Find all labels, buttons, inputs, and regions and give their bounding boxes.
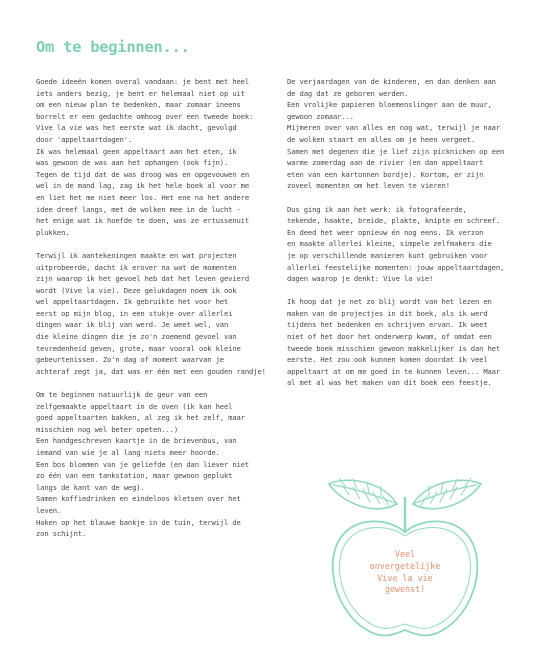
- apple-message-line: gewenst!: [384, 584, 426, 595]
- text-line: Terwijl ik aantekeningen maakte en wat projecten: [36, 250, 237, 260]
- paragraph: [36, 389, 270, 540]
- text-line: iets anders bezig, je bent er helemaal niet op uit: [36, 88, 245, 98]
- text-line: iemand van wie je al lang niets meer hoorde.: [36, 448, 220, 457]
- left-text-column: [36, 76, 270, 551]
- text-line: dingen waar ik blij van werd. Je weet wel, van: [36, 320, 229, 330]
- text-line: eerste. Het zou ook kunnen komen doordat ik veel: [287, 355, 488, 365]
- text-line: allerlei feestelijke momenten: jouw appeltaartdagen,: [287, 262, 505, 272]
- text-line: maken van de projectjes in dit boek, als ik werd: [287, 308, 488, 318]
- text-line: het enige wat ik hoefde te doen, was ze ertussenuit: [36, 216, 250, 226]
- right-text-column: [287, 76, 519, 401]
- text-line: zoveel momenten om het leven te vieren!: [287, 181, 450, 191]
- text-line: Vive la vie was het eerste wat ik dacht, gevolgd: [36, 123, 237, 133]
- text-line: De verjaardagen van de kinderen, en dan denken aan: [287, 77, 496, 86]
- text-line: Samen koffiedrinken en eindeloos kletsen over het: [36, 494, 241, 504]
- text-line: warme zomerdag aan de rivier (en dan appeltaart: [287, 158, 484, 168]
- text-line: goed appeltaarten bakken, al zeg ik het zelf, maar: [36, 413, 245, 423]
- paragraph: [36, 76, 270, 238]
- text-line: borrelt er een gedachte omhoog over een tweede boek:: [36, 111, 254, 121]
- text-line: Goede ideeën komen overal vandaan: je bent met heel: [36, 77, 250, 86]
- text-line: En deed het weer opnieuw én nog eens. Ik verzon: [287, 227, 484, 237]
- text-line: gebeurtenissen. Zo'n dag of moment waarvan je: [36, 355, 224, 365]
- paragraph: [287, 296, 519, 389]
- text-line: Mijmeren over van alles en nog wat, terwijl je naar: [287, 123, 501, 133]
- text-line: Dus ging ik aan het werk: ik fotografeerde,: [287, 204, 467, 214]
- text-line: Samen met degenen die je lief zijn picknicken op een: [287, 146, 505, 156]
- text-line: door 'appeltaartdagen'.: [36, 134, 133, 144]
- text-line: zelfgemaakte appeltaart in de oven (ik kan heel: [36, 401, 233, 411]
- apple-message-line: Vive la vie: [377, 572, 433, 583]
- text-line: wordt (Vive la vie). Deze gelukdagen noem ik ook: [36, 285, 237, 295]
- text-line: al met al was het maken van dit boek een feestje.: [287, 378, 492, 388]
- text-line: tekende, haakte, breide, plakte, knipte en schreef.: [287, 216, 501, 226]
- text-line: om een nieuw plan te bedenken, maar zomaar ineens: [36, 100, 241, 110]
- leaf-left-icon: [329, 478, 397, 509]
- text-line: idee dreef langs, met de wolken mee in de lucht -: [36, 204, 241, 214]
- text-line: was gewoon de was aan het ophangen (ook fijn).: [36, 158, 229, 168]
- text-line: Een bos bloemen van je geliefde (en dan liever niet: [36, 459, 250, 469]
- text-line: Haken op het blauwe bankje in de tuin, terwijl de: [36, 517, 241, 527]
- text-line: achteraf zegt ja, dat was er één met een gouden randje!: [36, 366, 266, 376]
- text-line: de dag dat ze geboren werden.: [287, 88, 409, 98]
- text-line: je op verschillende manieren kunt gebruiken voor: [287, 250, 488, 260]
- text-line: Om te beginnen natuurlijk de geur van een: [36, 390, 208, 400]
- paragraph: [287, 76, 519, 192]
- text-line: eten van een kartonnen bordje). Kortom, er zijn: [287, 169, 484, 179]
- text-line: en maakte allerlei kleine, simpele zelfmakers die: [287, 239, 492, 249]
- text-line: zon schijnt.: [36, 529, 87, 539]
- text-line: en liet het me niet meer los. Het ene na het andere: [36, 192, 250, 202]
- text-line: eerst op mijn blog, in een stukje over allerlei: [36, 308, 233, 318]
- text-line: Een handgeschreven kaartje in de brievenbus, van: [36, 436, 237, 446]
- text-line: zijn waarop ik het gevoel heb dat het leven gevierd: [36, 274, 250, 284]
- paragraph: [36, 250, 270, 378]
- text-line: tweede boek misschien gewoon makkelijker is dan het: [287, 343, 501, 353]
- text-line: gewoon zomaar...: [287, 111, 354, 121]
- text-line: uitprobeerde, dacht ik erover na wat de momenten: [36, 262, 237, 272]
- text-line: Een vrolijke papieren bloemenslinger aan de muur,: [287, 100, 492, 110]
- text-line: die kleine dingen die je zo'n zoemend gevoel van: [36, 332, 237, 342]
- text-line: tijdens het bedenken en schrijven ervan. Ik weet: [287, 320, 488, 330]
- text-line: wel in de mand lag, zag ik het hele boek al voor me: [36, 181, 250, 191]
- paragraph: [287, 204, 519, 285]
- text-line: misschien nog wel beter opeten...): [36, 424, 179, 434]
- text-line: langs de kant van de weg).: [36, 482, 145, 492]
- text-line: de wolken staart en alles om je heen vergeet.: [287, 134, 475, 144]
- text-line: dagen waarop je denkt: Vive la vie!: [287, 274, 434, 284]
- text-line: zo één van een tankstation, maar gewoon geplukt: [36, 471, 233, 481]
- text-line: niet of het door het onderwerp kwam, of omdat een: [287, 332, 492, 342]
- text-line: wel appeltaartdagen. Ik gebruikte het voor het: [36, 297, 229, 307]
- leaf-right-icon: [413, 478, 481, 509]
- text-line: appeltaart at om me goed in te kunnen leven... Maar: [287, 366, 501, 376]
- apple-message: [340, 549, 470, 596]
- text-line: leven.: [36, 505, 62, 515]
- text-line: plukken.: [36, 227, 70, 237]
- page-title: Om te beginnen...: [36, 38, 190, 56]
- text-line: Ik was helemaal geen appeltaart aan het eten, ik: [36, 146, 237, 156]
- text-line: Ik hoop dat je net zo blij wordt van het lezen en: [287, 297, 492, 307]
- text-line: Tegen de tijd dat de was droog was en opgevouwen en: [36, 169, 250, 179]
- apple-message-line: Veel: [394, 549, 416, 559]
- text-line: tevredenheid geven, grote, maar vooral ook kleine: [36, 343, 241, 353]
- apple-message-line: onvergetelijke: [369, 560, 441, 571]
